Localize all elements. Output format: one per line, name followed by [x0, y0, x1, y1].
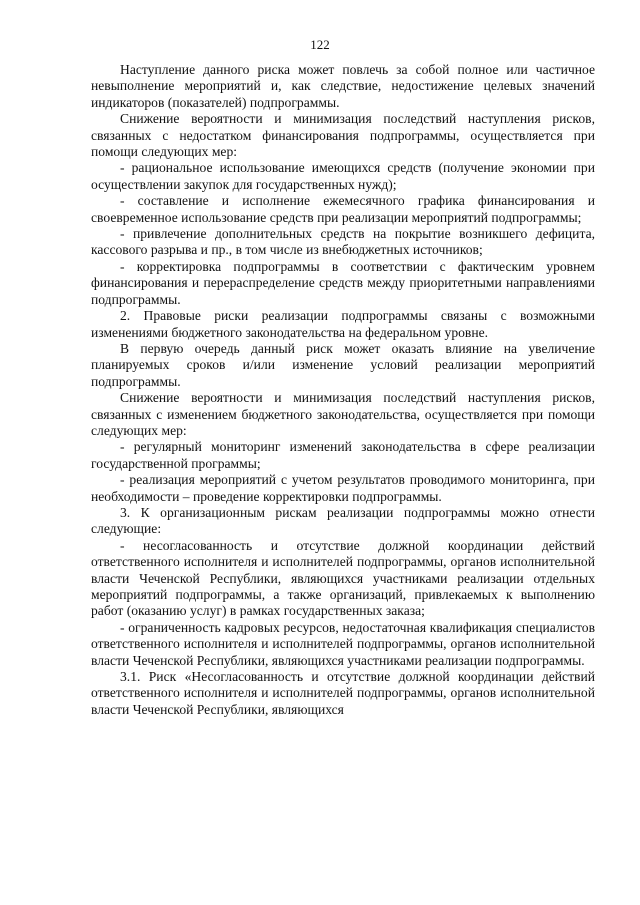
- page-body-text: [91, 62, 595, 718]
- list-item-limited-human-resources: - ограниченность кадровых ресурсов, недостаточная квалификация специалистов ответственного исполнителя и исполнителей подпрограммы, органов исполнительной власти Чеченской Республики, являющихся участниками реализации подпрограммы.: [91, 619, 595, 668]
- list-item-subprogram-adjustment: - корректировка подпрограммы в соответствии с фактическим уровнем финансирования и перераспределение средств между приоритетными направлениями подпрограммы.: [91, 258, 595, 307]
- paragraph-risk-3-1: 3.1. Риск «Несогласованность и отсутствие должной координации действий ответственного исполнителя и исполнителей подпрограммы, органов исполнительной власти Чеченской Республики, являющихся: [91, 669, 595, 717]
- list-item-monthly-financing-schedule: - составление и исполнение ежемесячного графика финансирования и своевременное использование средств при реализации мероприятий подпрограммы;: [91, 193, 595, 225]
- list-item-lack-of-coordination: - несогласованность и отсутствие должной координации действий ответственного исполнителя и исполнителей подпрограммы, органов исполнительной власти Чеченской Республики, являющихся участниками реализации отдельных мероприятий подпрограммы, а также организаций, привлекаемых к выполнению работ (оказанию услуг) в рамках государственных заказа;: [91, 537, 595, 619]
- paragraph-risk-consequence: Наступление данного риска может повлечь за собой полное или частичное невыполнение мероприятий и, как следствие, недостижение целевых значений индикаторов (показателей) подпрограммы.: [91, 62, 595, 110]
- paragraph-legal-risk-impact: В первую очередь данный риск может оказать влияние на увеличение планируемых сроков и/или изменение условий реализации мероприятий подпрограммы.: [91, 340, 595, 389]
- list-item-monitoring-based-measures: - реализация мероприятий с учетом результатов проводимого мониторинга, при необходимости – проведение корректировки подпрограммы.: [91, 472, 595, 504]
- list-item-rational-use-of-funds: - рациональное использование имеющихся средств (получение экономии при осуществлении закупок для государственных нужд);: [91, 160, 595, 192]
- page-number: 122: [310, 37, 330, 52]
- paragraph-financing-risk-measures-intro: Снижение вероятности и минимизация последствий наступления рисков, связанных с недостатком финансирования подпрограммы, осуществляется при помощи следующих мер:: [91, 111, 595, 160]
- paragraph-organizational-risks: 3. К организационным рискам реализации подпрограммы можно отнести следующие:: [91, 504, 595, 537]
- paragraph-legal-risks: 2. Правовые риски реализации подпрограммы связаны с возможными изменениями бюджетного законодательства на федеральном уровне.: [91, 308, 595, 340]
- list-item-legislation-monitoring: - регулярный мониторинг изменений законодательства в сфере реализации государственной программы;: [91, 439, 595, 471]
- list-item-additional-funds: - привлечение дополнительных средств на покрытие возникшего дефицита, кассового разрыва и пр., в том числе из внебюджетных источников;: [91, 226, 595, 258]
- paragraph-legal-risk-measures-intro: Снижение вероятности и минимизация последствий наступления рисков, связанных с изменением бюджетного законодательства, осуществляется при помощи следующих мер:: [91, 390, 595, 438]
